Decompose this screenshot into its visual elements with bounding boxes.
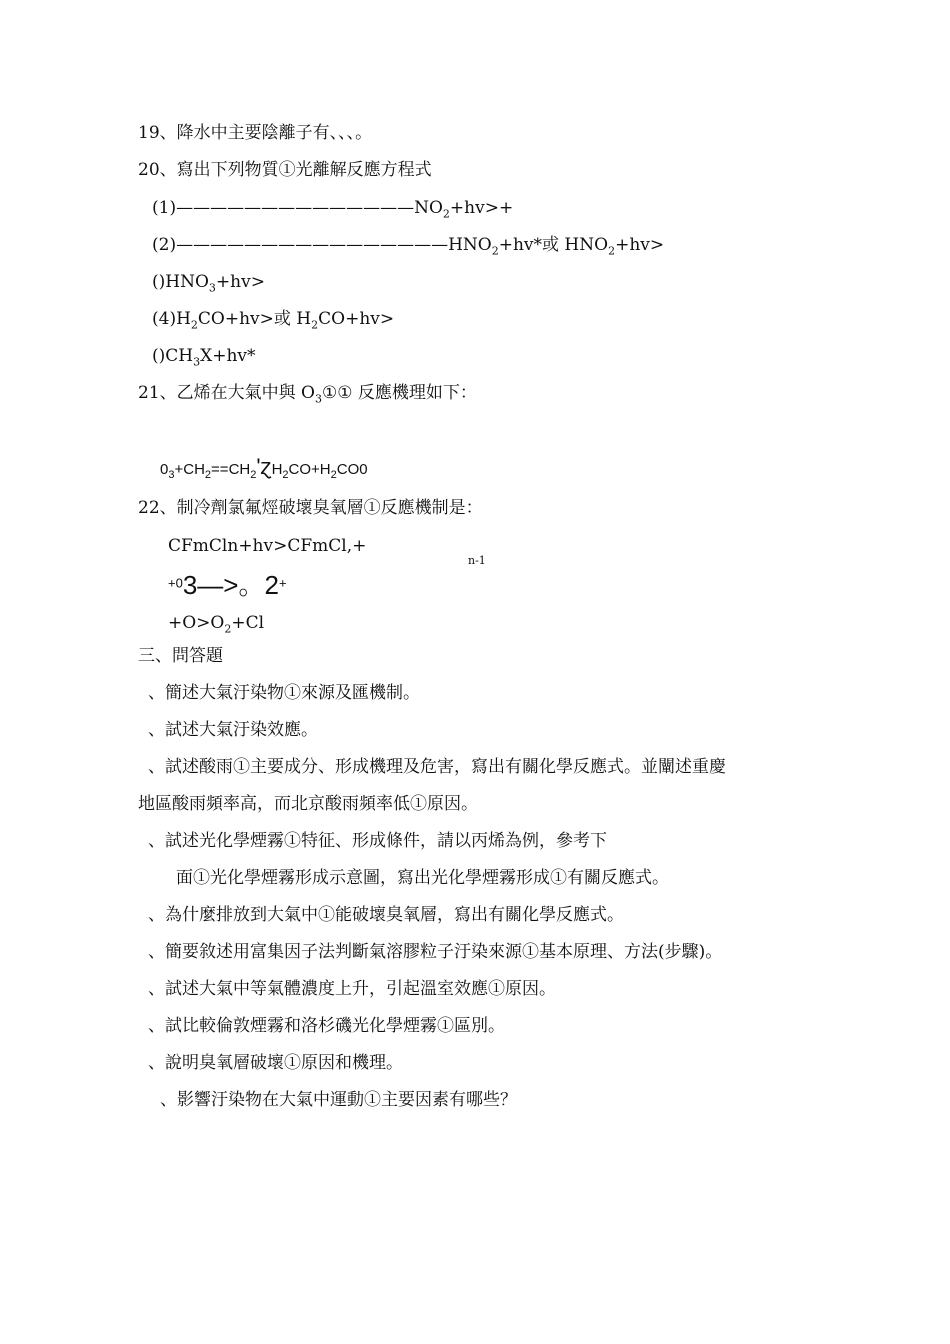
q20-line-5-a-sub: 3	[193, 355, 201, 369]
qa-item: 、簡要敘述用富集因子法判斷氣溶膠粒子汙染來源①基本原理、方法(步驟)。	[148, 942, 723, 962]
q20-line-1	[152, 197, 513, 219]
q22-line-3	[168, 612, 264, 634]
qa-item: 、試述大氣中等氣體濃度上升，引起溫室效應①原因。	[148, 979, 556, 999]
eq-h-1-sub: 2	[282, 469, 289, 481]
qa-item: 、簡述大氣汙染物①來源及匯機制。	[148, 683, 420, 703]
q20-line-2-b: +hv*或 HNO	[498, 235, 609, 255]
q20-line-5-b: X+hv*	[200, 346, 256, 366]
q21-title-a: 21、乙烯在大氣中與 O	[138, 383, 315, 403]
qa-item: 、說明臭氧層破壞①原因和機理。	[148, 1053, 403, 1073]
q20-line-4-a-sub: 2	[190, 318, 198, 332]
qa-item-continued: 地區酸雨頻率高，而北京酸雨頻率低①原因。	[138, 794, 478, 814]
q20-line-5-num: ()	[152, 346, 166, 366]
q20-line-2-dash: ————————————————	[176, 235, 449, 255]
eq-h-1: H	[271, 461, 283, 478]
qa-item: 、試述酸雨①主要成分、形成機理及危害，寫出有關化學反應式。並闡述重慶	[148, 757, 726, 777]
q20-line-4-b: CO+hv>或 H	[197, 309, 312, 329]
eq-plus-2: +	[311, 461, 320, 478]
eq-o: 0	[160, 461, 169, 478]
qa-item: 、影響汙染物在大氣中運動①主要因素有哪些？	[160, 1090, 517, 1110]
qa-item: 、為什麼排放到大氣中①能破壞臭氧層，寫出有關化學反應式。	[148, 905, 624, 925]
q20-line-4	[152, 308, 394, 330]
q22-line-1: CFmCln+hv>CFmCl,+	[168, 536, 367, 556]
q20-line-3-a: HNO	[165, 272, 209, 292]
q22-line-3-a: +O>O	[168, 613, 225, 633]
q22-line-2	[168, 570, 287, 600]
q20-line-2	[152, 234, 664, 256]
q20-line-1-dash: ——————————————	[176, 198, 415, 218]
question-22-title: 22、制冷劑氯氟烴破壞臭氧層①反應機制是：	[138, 498, 483, 518]
q21-title-b: ①① 反應機理如下：	[321, 383, 477, 403]
q22-line-3-b: +Cl	[231, 613, 265, 633]
q20-line-5-a: CH	[165, 346, 194, 366]
eq-co-2: CO0	[336, 461, 368, 478]
eq-o-sub: 3	[168, 469, 175, 481]
q22-line-2-sup: +0	[168, 575, 183, 591]
q20-line-2-c: +hv>	[615, 235, 665, 255]
section-3-title: 三、問答題	[138, 646, 223, 666]
q20-line-4-num: (4)	[152, 309, 177, 329]
q20-line-4-c: CO+hv>	[318, 309, 395, 329]
q22-line-2-text: 3—>。2	[182, 570, 279, 600]
question-19: 19、降水中主要陰離子有、、、。	[138, 123, 373, 143]
q20-line-2-a-sub: 2	[491, 244, 499, 258]
q20-line-1-b: +hv>+	[449, 198, 514, 218]
question-21-title	[138, 382, 477, 404]
eq-double-bond: ==	[211, 461, 229, 478]
eq-arrow-icon: 'ɀ	[256, 454, 272, 479]
q20-line-3-num: ()	[152, 272, 166, 292]
q20-line-4-b-sub: 2	[311, 318, 319, 332]
q20-line-5	[152, 345, 256, 367]
qa-item: 、試述大氣汙染效應。	[148, 720, 318, 740]
eq-ch-1: CH	[183, 461, 205, 478]
question-20-title: 20、寫出下列物質①光離解反應方程式	[138, 160, 432, 180]
q20-line-1-a: NO	[414, 198, 443, 218]
q20-line-4-a: H	[176, 309, 191, 329]
q20-line-3-a-sub: 3	[208, 281, 216, 295]
q21-reaction-equation	[160, 456, 368, 481]
q22-line-2-sup2: +	[278, 575, 287, 591]
eq-ch-1-sub: 2	[204, 469, 212, 481]
eq-ch-2-sub: 2	[250, 469, 257, 481]
qa-item: 、試比較倫敦煙霧和洛杉磯光化學煙霧①區別。	[148, 1016, 505, 1036]
eq-h-2-sub: 2	[330, 469, 337, 481]
q20-line-1-num: (1)	[152, 198, 177, 218]
q20-line-3	[152, 271, 265, 293]
qa-item: 、試述光化學煙霧①特征、形成條件，請以丙烯為例，參考下	[148, 831, 607, 851]
qa-item-continued: 面①光化學煙霧形成示意圖，寫出光化學煙霧形成①有關反應式。	[176, 868, 669, 888]
eq-h-2: H	[319, 461, 331, 478]
q20-line-2-num: (2)	[152, 235, 177, 255]
q20-line-2-a: HNO	[448, 235, 492, 255]
eq-plus-1: +	[174, 461, 184, 478]
eq-co-1: CO	[288, 461, 312, 478]
eq-ch-2: CH	[228, 461, 251, 478]
q20-line-3-b: +hv>	[215, 272, 265, 292]
q22-note: n-1	[468, 554, 486, 567]
q21-title-sub: 3	[314, 392, 322, 406]
q22-line-3-sub: 2	[224, 622, 232, 636]
q20-line-2-b-sub: 2	[608, 244, 616, 258]
q20-line-1-a-sub: 2	[442, 207, 450, 221]
